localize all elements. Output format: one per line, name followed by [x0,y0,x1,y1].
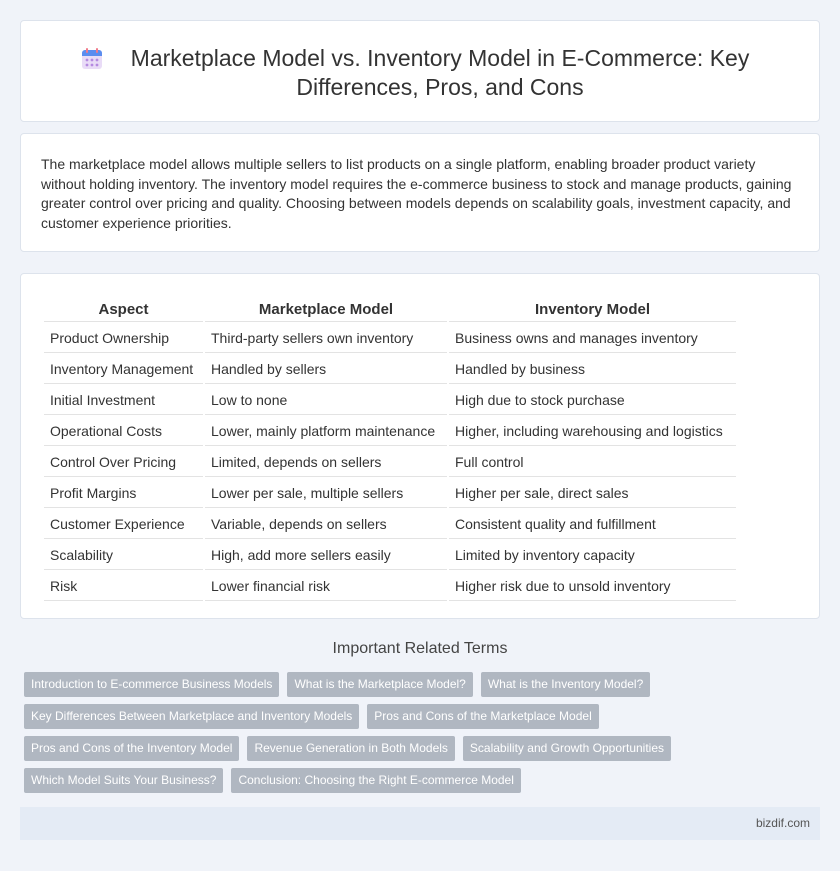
marketplace-cell: High, add more sellers easily [205,541,447,570]
inventory-cell: High due to stock purchase [449,386,736,415]
aspect-cell: Profit Margins [44,479,203,508]
comparison-table-card [20,273,820,619]
related-term-link[interactable]: Key Differences Between Marketplace and Inventory Models [24,704,359,729]
related-term-link[interactable]: Revenue Generation in Both Models [247,736,454,761]
marketplace-cell: Lower per sale, multiple sellers [205,479,447,508]
column-header-marketplace: Marketplace Model [205,298,447,322]
inventory-cell: Business owns and manages inventory [449,324,736,353]
related-term-link[interactable]: Which Model Suits Your Business? [24,768,223,793]
inventory-cell: Higher risk due to unsold inventory [449,572,736,601]
marketplace-cell: Lower, mainly platform maintenance [205,417,447,446]
marketplace-cell: Low to none [205,386,447,415]
aspect-cell: Scalability [44,541,203,570]
aspect-cell: Customer Experience [44,510,203,539]
table-row [44,324,736,353]
inventory-cell: Limited by inventory capacity [449,541,736,570]
related-terms-list [24,672,824,800]
related-term-link[interactable]: Conclusion: Choosing the Right E-commerce Model [231,768,520,793]
marketplace-cell: Handled by sellers [205,355,447,384]
related-terms-heading: Important Related Terms [332,640,508,657]
inventory-cell: Full control [449,448,736,477]
tag-row [24,768,824,800]
related-term-link[interactable]: What is the Inventory Model? [481,672,650,697]
intro-card [20,133,820,252]
aspect-cell: Initial Investment [44,386,203,415]
table-row [44,417,736,446]
inventory-cell: Consistent quality and fulfillment [449,510,736,539]
aspect-cell: Inventory Management [44,355,203,384]
aspect-cell: Operational Costs [44,417,203,446]
intro-paragraph: The marketplace model allows multiple sellers to list products on a single platform, enabling broader product variety without holding inventory. The inventory model requires the e-commerce business to stock and manage products, gaining greater control over pricing and quality. Choosing between models depends on scalability goals, investment capacity, and customer experience priorities. [41,156,792,231]
aspect-cell: Control Over Pricing [44,448,203,477]
comparison-table [42,296,738,603]
page-title: Marketplace Model vs. Inventory Model in E-Commerce: Key Differences, Pros, and Cons [130,45,750,100]
inventory-cell: Higher, including warehousing and logistics [449,417,736,446]
table-row [44,355,736,384]
inventory-cell: Higher per sale, direct sales [449,479,736,508]
related-term-link[interactable]: Pros and Cons of the Marketplace Model [367,704,598,729]
table-row [44,479,736,508]
marketplace-cell: Third-party sellers own inventory [205,324,447,353]
column-header-aspect: Aspect [44,298,203,322]
table-row [44,448,736,477]
table-header-row [44,298,736,322]
related-term-link[interactable]: What is the Marketplace Model? [287,672,472,697]
inventory-cell: Handled by business [449,355,736,384]
column-header-inventory: Inventory Model [449,298,736,322]
marketplace-cell: Limited, depends on sellers [205,448,447,477]
tag-row [24,672,824,704]
footer [20,807,820,840]
title-card [20,20,820,122]
aspect-cell: Risk [44,572,203,601]
table-row [44,572,736,601]
tag-row [24,736,824,768]
marketplace-cell: Lower financial risk [205,572,447,601]
footer-site-name: bizdif.com [755,816,810,830]
related-term-link[interactable]: Pros and Cons of the Inventory Model [24,736,239,761]
table-row [44,386,736,415]
tag-row [24,704,824,736]
aspect-cell: Product Ownership [44,324,203,353]
marketplace-cell: Variable, depends on sellers [205,510,447,539]
related-term-link[interactable]: Introduction to E-commerce Business Models [24,672,279,697]
related-term-link[interactable]: Scalability and Growth Opportunities [463,736,671,761]
table-row [44,510,736,539]
table-row [44,541,736,570]
